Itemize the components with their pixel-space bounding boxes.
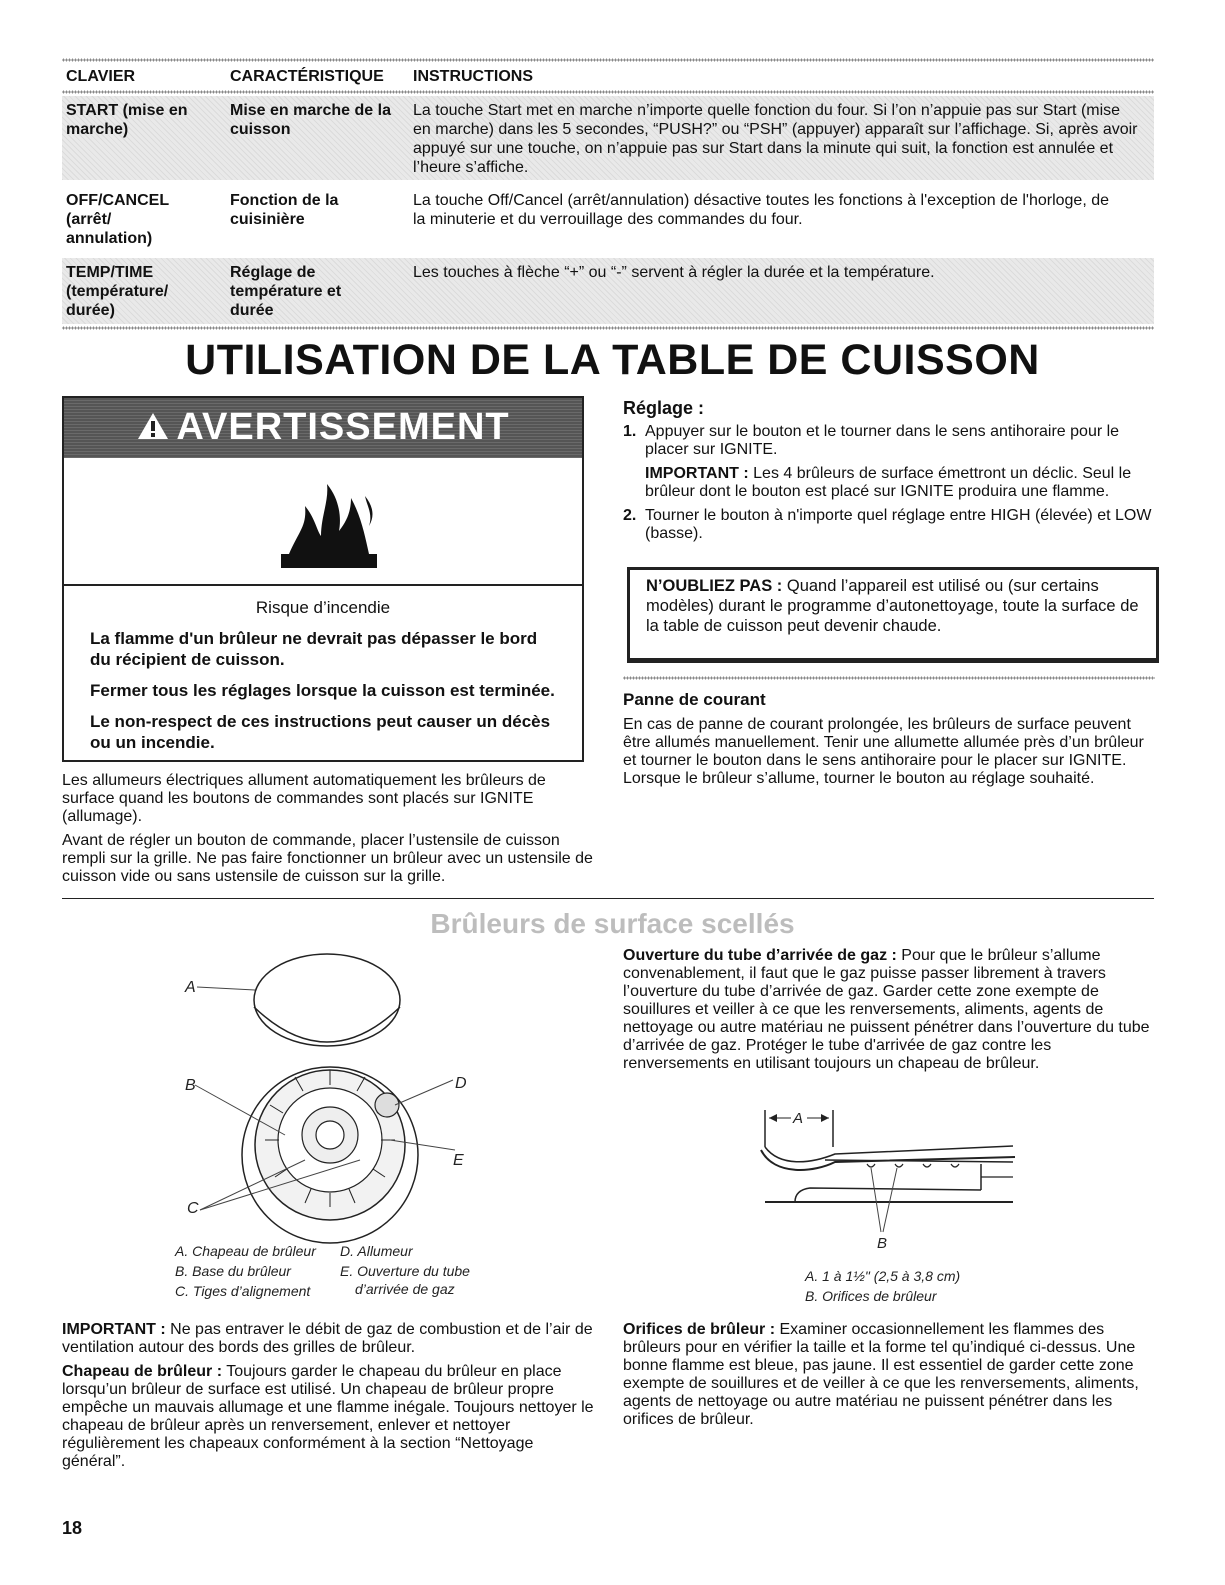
caption: D. Allumeur [340,1243,413,1259]
label-a: A [185,979,196,996]
chapeau-label: Chapeau de brûleur : [62,1363,223,1380]
warning-line: Le non-respect de ces instructions peut causer un décès ou un incendie. [90,711,551,752]
orifices-text: Examiner occasionnellement les flammes des brûleurs pour en vérifier la taille et la forme tel qu’indiqué ci-dessus. Une bonne flamme est bleue, pas jaune. Il est essentiel de garder cette zone exempte de souillures et de veiller à ce que les renversements, aliments, agents de nettoyage ou autre matériau ne puissent pénétrer dans les orifices de brûleur. [623,1321,1139,1428]
left-bottom-text [62,1321,597,1471]
orifices-section [623,1321,1153,1429]
paragraph: Les allumeurs électriques allument automatiquement les brûleurs de surface quand les boutons de commandes sont placés sur IGNITE (allumage). [62,772,546,825]
caption: A. Chapeau de brûleur [175,1243,316,1259]
section-rule [623,676,1155,680]
fire-icon-area [64,458,582,586]
warning-subtitle: Risque d’incendie [255,597,391,617]
label-d: D [455,1075,467,1092]
table-header-clavier: CLAVIER [66,68,136,85]
orifice-label-a: A [793,1110,804,1127]
warning-header [64,398,582,458]
reglage-heading: Réglage : [623,398,705,418]
list-item: 1. Appuyer sur le bouton et le tourner dans le sens antihoraire pour le placer sur IGNITE. IMPORTANT : Les 4 brûleurs de surface émettront un déclic. Seul le brûleur dont le bouton est placé sur IGNITE produira une flamme. [623,423,1163,501]
step-text: Tourner le bouton à n'importe quel réglage entre HIGH (élevée) et LOW (basse). [645,507,1152,542]
caption: B. Orifices de brûleur [805,1288,937,1304]
table-header-feature: CARACTÉRISTIQUE [230,68,384,85]
section-divider [62,898,1154,899]
label-e: E [453,1152,464,1169]
caption: C. Tiges d’alignement [175,1283,311,1299]
tube-text: Pour que le brûleur s’allume convenablement, il faut que le gaz puisse passer librement à travers l’ouverture du tube d’arrivée de gaz. Garder cette zone exempte de souillures et veiller à ce que les renversements, aliments, agents de nettoyage ou autre matériau ne puissent pénétrer dans l’ouverture du tube d’arrivée de gaz. Protéger le tube d'arrivée de gaz contre les renversements en utilisant toujours un chapeau de brûleur. [623,947,1150,1072]
bottom-rule [62,326,1154,330]
table-header-instructions: INSTRUCTIONS [413,68,533,85]
important-note: IMPORTANT : Les 4 brûleurs de surface émettront un déclic. Seul le brûleur dont le bouton est placé sur IGNITE produira une flamme. [645,465,1132,500]
list-item: 2. Tourner le bouton à n'importe quel réglage entre HIGH (élevée) et LOW (basse). [623,507,1163,543]
table-cell-feature: Mise en marche de la cuisson [230,102,391,138]
table-cell-instructions: La touche Start met en marche n’importe quelle fonction du four. Si l’on n’appuie pas sur Start (mise en marche) dans les 5 secondes, “PUSH?” ou “PSH” (appuyer) apparaît sur l’affichage. Si, après avoir appuyé sur une touche, on n’appuie pas sur Start dans la minute qui suit, la fonction est annulée et l’heure s’affiche. [413,102,1138,176]
table-cell-key: OFF/CANCEL (arrêt/ annulation) [66,192,169,247]
note-text: Quand l’appareil est utilisé ou (sur certains modèles) durant le programme d’autonettoyage, toute la surface de la table de cuisson peut devenir chaude. [646,577,1139,635]
caption: d’arrivée de gaz [355,1281,455,1297]
burner-diagram [165,945,485,1245]
tube-section [623,947,1151,1073]
label-c: C [187,1200,199,1217]
label-b: B [185,1077,196,1094]
reglage-section [623,398,1163,543]
table-cell-instructions: Les touches à flèche “+” ou “-” servent à régler la durée et la température. [413,264,935,281]
page-title: UTILISATION DE LA TABLE DE CUISSON [185,336,1040,384]
warning-line: La flamme d'un brûleur ne devrait pas dépasser le bord du récipient de cuisson. [90,628,538,669]
warning-triangle-icon [136,400,170,458]
panne-text: En cas de panne de courant prolongée, les brûleurs de surface peuvent être allumés manuellement. Tenir une allumette allumée près d’un brûleur et tourner le bouton dans le sens antihoraire pour le placer sur IGNITE. Lorsque le brûleur s’allume, tourner le bouton au réglage souhaité. [623,716,1144,787]
important2-text: Ne pas entraver le débit de gaz de combustion et de l’air de ventilation autour des bords des grilles de brûleur. [62,1321,593,1356]
caption: E. Ouverture du tube [340,1263,470,1279]
table-cell-key: TEMP/TIME (température/ durée) [66,264,169,319]
orifice-diagram [755,1102,1025,1252]
left-column-text [62,772,597,886]
table-cell-feature: Réglage de température et durée [230,264,342,319]
page-number: 18 [62,1518,83,1538]
top-rule [62,58,1154,62]
warning-line: Fermer tous les réglages lorsque la cuisson est terminée. [90,680,555,700]
header-rule [62,90,1154,94]
note-label: N’OUBLIEZ PAS : [646,577,783,595]
tube-label: Ouverture du tube d’arrivée de gaz : [623,947,897,964]
caption: A. 1 à 1½" (2,5 à 3,8 cm) [805,1268,961,1284]
warning-box [62,396,584,762]
note-box [627,567,1159,663]
warning-title: AVERTISSEMENT [176,406,510,448]
fire-icon [269,476,389,576]
panne-section [623,690,1153,788]
table-cell-instructions: La touche Off/Cancel (arrêt/annulation) désactive toutes les fonctions à l'exception de l'horloge, de la minuterie et du verrouillage des commandes du four. [413,192,1110,228]
step-text: Appuyer sur le bouton et le tourner dans le sens antihoraire pour le placer sur IGNITE. [645,423,1120,458]
important2-label: IMPORTANT : [62,1321,166,1338]
paragraph: Avant de régler un bouton de commande, placer l’ustensile de cuisson rempli sur la grille. Ne pas faire fonctionner un brûleur avec un ustensile de cuisson vide ou sans ustensile de cuisson sur la grille. [62,832,593,885]
caption: B. Base du brûleur [175,1263,291,1279]
section-title: Brûleurs de surface scellés [430,908,795,939]
panne-heading: Panne de courant [623,690,766,709]
chapeau-text: Toujours garder le chapeau du brûleur en place lorsqu’un brûleur de surface est utilisé. Un chapeau de brûleur propre empêche un mauvais allumage et une flamme inégale. Toujours nettoyer le chapeau de brûleur après un renversement, enlever et nettoyer régulièrement les chapeaux conformément à la section “Nettoyage général”. [62,1363,594,1470]
table-cell-key: START (mise en marche) [66,102,188,138]
orifices-label: Orifices de brûleur : [623,1321,776,1338]
orifice-label-b: B [877,1235,888,1252]
table-cell-feature: Fonction de la cuisinière [230,192,339,228]
